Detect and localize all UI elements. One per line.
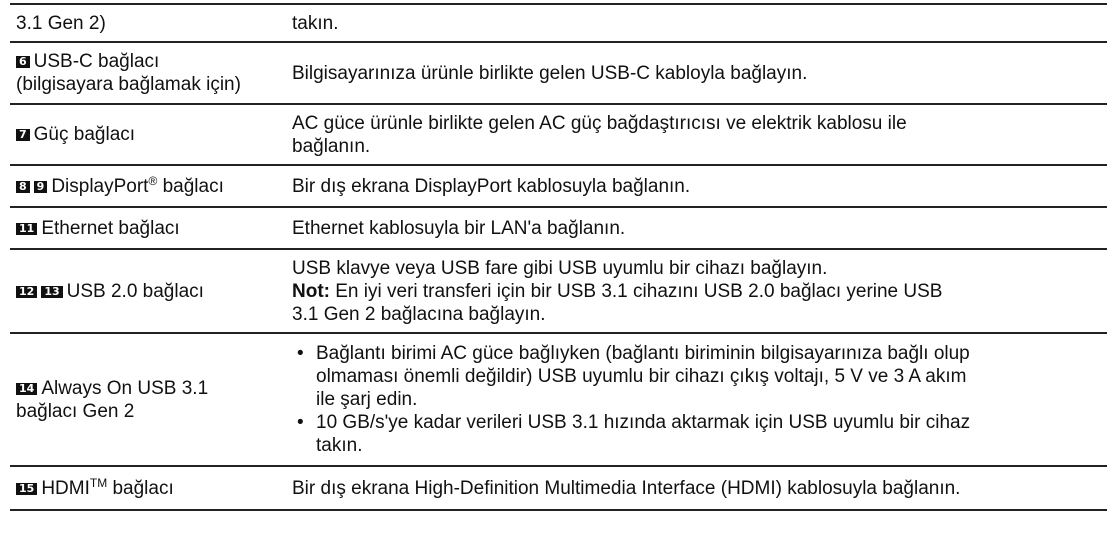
callout-number-badge: 9: [34, 181, 48, 193]
table-row: [10, 4, 1107, 42]
trademark-mark: TM: [89, 475, 108, 490]
connector-description: [286, 104, 1107, 165]
connector-description: [286, 4, 1107, 42]
callout-number-badge: 7: [16, 129, 30, 141]
connector-description: [286, 42, 1107, 104]
note-text: En iyi veri transferi için bir USB 3.1 cihazını USB 2.0 bağlacı yerine USB: [329, 280, 943, 302]
connector-label-line: [16, 50, 278, 73]
connector-description: [286, 466, 1107, 510]
connector-label: 3.1 Gen 2): [16, 12, 106, 34]
connector-label: Güç bağlacı: [33, 124, 136, 145]
connector-name: [10, 207, 286, 249]
connector-label: Ethernet bağlacı: [41, 217, 180, 239]
description-line: AC güce ürünle birlikte gelen AC güç bağdaştırıcısı ve elektrik kablosu ile: [292, 112, 907, 134]
callout-number-badge: 15: [16, 483, 37, 495]
callout-number-badge: 6: [16, 56, 30, 68]
connector-description: [286, 207, 1107, 249]
connector-description: [286, 249, 1107, 333]
table-row: [10, 104, 1107, 165]
connector-label-line: bağlacı Gen 2: [16, 400, 135, 422]
bullet-line: • 10 GB/s'ye kadar verileri USB 3.1 hızında aktarmak için USB uyumlu bir cihaz: [316, 412, 971, 433]
bullet-list: [292, 342, 1099, 457]
description-text: Bir dış ekrana DisplayPort kablosuyla bağlanın.: [292, 175, 691, 197]
table-row: [10, 333, 1107, 466]
callout-number-badge: 13: [41, 286, 62, 298]
connector-name: [10, 104, 286, 165]
connector-label-suffix: bağlacı: [107, 477, 174, 499]
callout-number-badge: 14: [16, 383, 37, 395]
bullet-line: • Bağlantı birimi AC güce bağlıyken (bağlantı biriminin bilgisayarınıza bağlı olup: [316, 343, 970, 364]
callout-number-badge: 11: [16, 223, 37, 235]
connector-description: [286, 333, 1107, 466]
bullet-line: olmaması önemli değildir) USB uyumlu bir cihazı çıkış voltajı, 5 V ve 3 A akım: [316, 366, 967, 387]
connector-name: [10, 42, 286, 104]
bullet-item: [292, 342, 1099, 411]
callout-number-badge: 8: [16, 181, 30, 193]
connector-description: [286, 165, 1107, 207]
connector-name: [10, 165, 286, 207]
note-line: [292, 280, 1099, 303]
description-line: bağlanın.: [292, 135, 371, 157]
connector-label-suffix: bağlacı: [157, 175, 224, 197]
table-row: [10, 466, 1107, 510]
registered-mark: ®: [148, 173, 158, 188]
table-row: [10, 249, 1107, 333]
note-label: Not:: [292, 280, 330, 302]
note-text: 3.1 Gen 2 bağlacına bağlayın.: [292, 303, 546, 325]
connector-name: [10, 333, 286, 466]
table-row: [10, 207, 1107, 249]
connector-label: DisplayPort: [51, 175, 149, 197]
connector-label: HDMI: [41, 477, 90, 499]
connector-name: [10, 4, 286, 42]
connector-label: USB 2.0 bağlacı: [66, 280, 204, 302]
connector-label-line: (bilgisayara bağlamak için): [16, 74, 241, 95]
bullet-line: ile şarj edin.: [316, 389, 418, 410]
connector-label-line: [16, 377, 278, 400]
connector-name: [10, 466, 286, 510]
connector-label: USB-C bağlacı: [33, 51, 160, 72]
table-row: [10, 165, 1107, 207]
description-text: Bilgisayarınıza ürünle birlikte gelen USB-C kabloyla bağlayın.: [292, 62, 808, 84]
callout-number-badge: 12: [16, 286, 37, 298]
description-text: Bir dış ekrana High-Definition Multimedia Interface (HDMI) kablosuyla bağlanın.: [292, 477, 961, 499]
bullet-item: [292, 411, 1099, 457]
connector-table: [10, 3, 1107, 511]
table-row: [10, 42, 1107, 104]
bullet-line: takın.: [316, 435, 363, 456]
description-line: USB klavye veya USB fare gibi USB uyumlu bir cihazı bağlayın.: [292, 257, 828, 279]
description-text: takın.: [292, 12, 339, 34]
connector-name: [10, 249, 286, 333]
description-text: Ethernet kablosuyla bir LAN'a bağlanın.: [292, 217, 626, 239]
connector-label: Always On USB 3.1: [41, 377, 209, 399]
